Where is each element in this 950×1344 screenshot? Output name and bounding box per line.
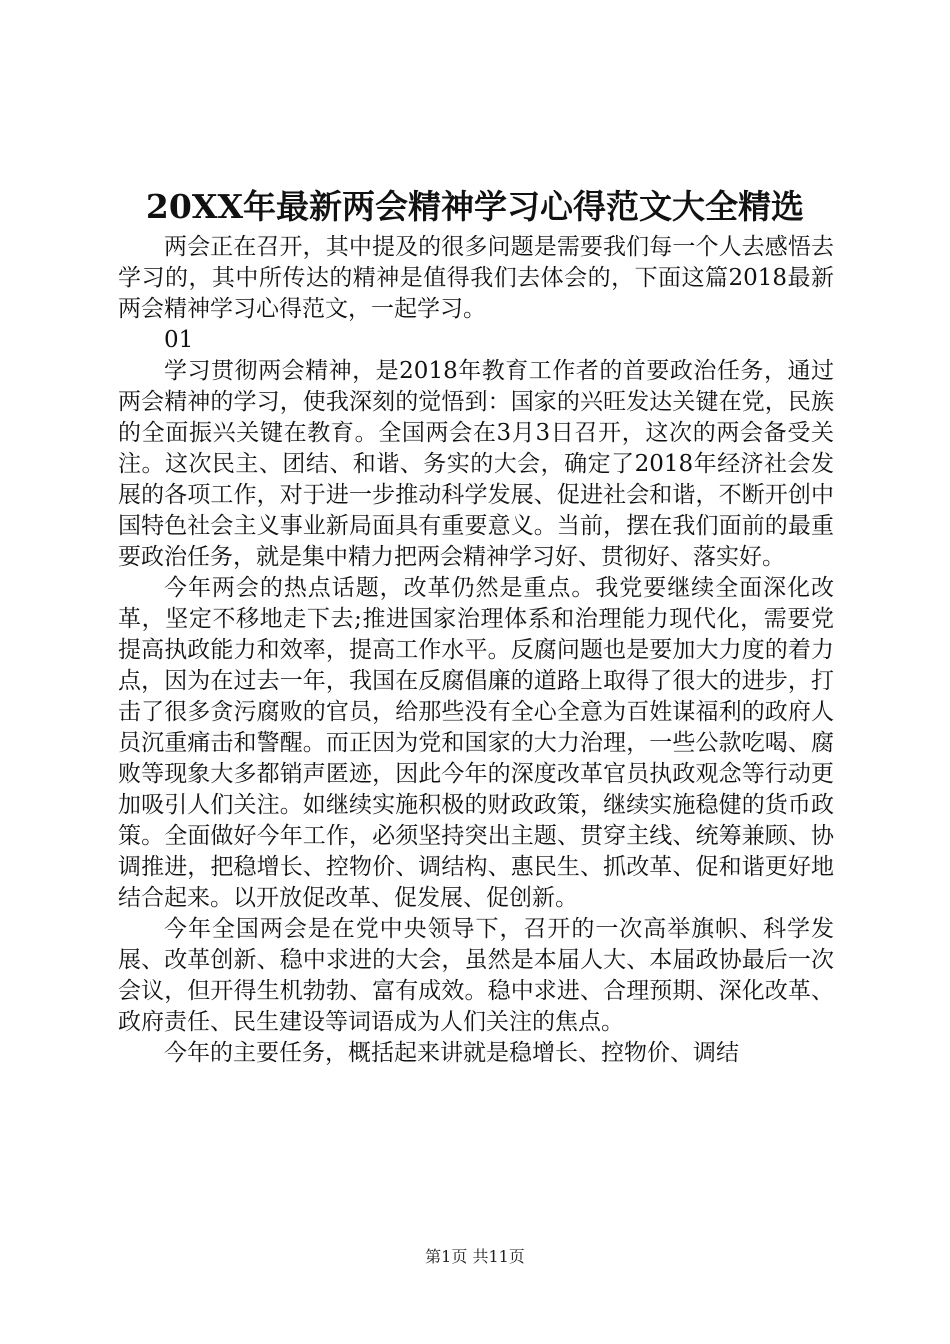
paragraph-1: 学习贯彻两会精神，是2018年教育工作者的首要政治任务，通过两会精神的学习，使我深刻的觉悟到：国家的兴旺发达关键在党，民族的全面振兴关键在教育。全国两会在3月3日召开，这次的两会备受关注。这次民主、团结、和谐、务实的大会，确定了2018年经济社会发展的各项工作，对于进一步推动科学发展、促进社会和谐，不断开创中国特色社会主义事业新局面具有重要意义。当前，摆在我们面前的最重要政治任务，就是集中精力把两会精神学习好、贯彻好、落实好。 xyxy=(118,358,834,570)
document-body xyxy=(118,232,834,1069)
document-title: 20XX年最新两会精神学习心得范文大全精选 xyxy=(145,187,805,226)
paragraph-3: 今年全国两会是在党中央领导下，召开的一次高举旗帜、科学发展、改革创新、稳中求进的大会，虽然是本届人大、本届政协最后一次会议，但开得生机勃勃、富有成效。稳中求进、合理预期、深化改革、政府责任、民生建设等词语成为人们关注的焦点。 xyxy=(118,916,834,1035)
paragraph-4: 今年的主要任务，概括起来讲就是稳增长、控物价、调结 xyxy=(164,1040,739,1066)
paragraph-intro: 两会正在召开，其中提及的很多问题是需要我们每一个人去感悟去学习的，其中所传达的精神是值得我们去体会的，下面这篇2018最新两会精神学习心得范文，一起学习。 xyxy=(118,234,834,322)
page-number-footer: 第1页 共11页 xyxy=(425,1247,525,1266)
paragraph-2: 今年两会的热点话题，改革仍然是重点。我党要继续全面深化改革，坚定不移地走下去;推进国家治理体系和治理能力现代化，需要党提高执政能力和效率，提高工作水平。反腐问题也是要加大力度的着力点，因为在过去一年，我国在反腐倡廉的道路上取得了很大的进步，打击了很多贪污腐败的官员，给那些没有全心全意为百姓谋福利的政府人员沉重痛击和警醒。而正因为党和国家的大力治理，一些公款吃喝、腐败等现象大多都销声匿迹，因此今年的深度改革官员执政观念等行动更加吸引人们关注。如继续实施积极的财政政策，继续实施稳健的货币政策。全面做好今年工作，必须坚持突出主题、贯穿主线、统筹兼顾、协调推进，把稳增长、控物价、调结构、惠民生、抓改革、促和谐更好地结合起来。以开放促改革、促发展、促创新。 xyxy=(118,575,834,911)
section-number: 01 xyxy=(164,327,194,353)
